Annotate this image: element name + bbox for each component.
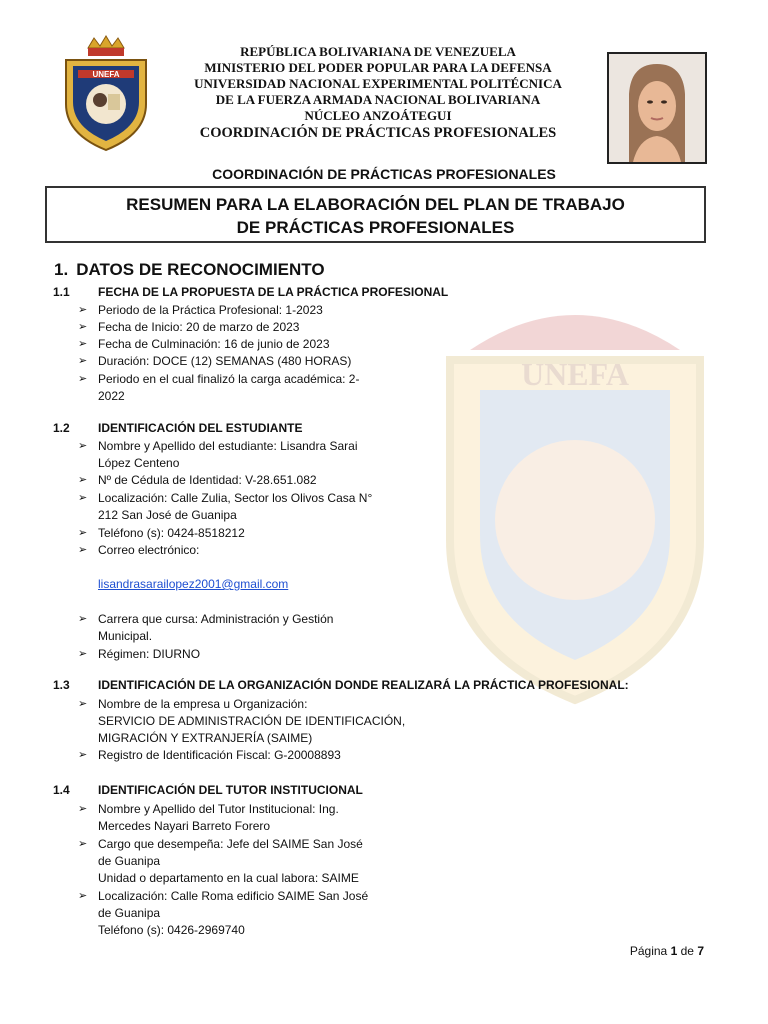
logo-text: UNEFA (92, 70, 120, 79)
section-1-number: 1. (54, 260, 69, 279)
bullet-arrow-icon: ➢ (78, 355, 88, 367)
header-line-3: UNIVERSIDAD NACIONAL EXPERIMENTAL POLITÉCNICA (194, 76, 562, 91)
list-item: ➢ Nombre y Apellido del Tutor Institucional: Ing. Mercedes Nayari Barreto Forero (78, 802, 339, 833)
header-line-5: NÚCLEO ANZOÁTEGUI (304, 108, 452, 123)
document-title-line-2: DE PRÁCTICAS PROFESIONALES (236, 218, 515, 237)
bullet-arrow-icon: ➢ (78, 527, 88, 539)
list-item: ➢ Régimen: DIURNO (78, 647, 201, 661)
section-1-title: DATOS DE RECONOCIMIENTO (76, 260, 325, 279)
list-item: ➢ Nombre de la empresa u Organización: SERVICIO DE ADMINISTRACIÓN DE IDENTIFICACIÓN, MIGRACIÓN Y EXTRANJERÍA (SAIME) (78, 697, 406, 745)
subsection-1-4-heading (53, 783, 363, 797)
bullet-arrow-icon: ➢ (78, 890, 88, 902)
subsection-1-4-number: 1.4 (53, 783, 70, 797)
subsection-1-2-number: 1.2 (53, 421, 70, 435)
svg-text:UNEFA: UNEFA (521, 356, 629, 392)
bullet-arrow-icon: ➢ (78, 613, 88, 625)
bullet-arrow-icon: ➢ (78, 648, 88, 660)
bullet-arrow-icon: ➢ (78, 304, 88, 316)
bullet-arrow-icon: ➢ (78, 544, 88, 556)
student-photo (607, 52, 707, 164)
bullet-arrow-icon: ➢ (78, 321, 88, 333)
bullet-arrow-icon: ➢ (78, 749, 88, 761)
page-number: Página 1 de 7 (629, 944, 704, 958)
list-item: ➢ Periodo en el cual finalizó la carga académica: 2-2022 (78, 372, 360, 403)
document-title-box (45, 186, 706, 243)
list-item: ➢ Localización: Calle Roma edificio SAIME San José de Guanipa Teléfono (s): 0426-2969740 (78, 889, 369, 937)
subsection-1-1-heading (53, 285, 448, 299)
subsection-1-2-title: IDENTIFICACIÓN DEL ESTUDIANTE (98, 421, 303, 435)
bullet-arrow-icon: ➢ (78, 373, 88, 385)
header-line-1: REPÚBLICA BOLIVARIANA DE VENEZUELA (240, 44, 516, 59)
subsection-1-3-heading (53, 678, 629, 692)
document-title-line-1: RESUMEN PARA LA ELABORACIÓN DEL PLAN DE TRABAJO (126, 195, 625, 214)
header-line-4: DE LA FUERZA ARMADA NACIONAL BOLIVARIANA (215, 92, 541, 107)
bullet-arrow-icon: ➢ (78, 338, 88, 350)
bullet-arrow-icon: ➢ (78, 838, 88, 850)
list-item: ➢ Fecha de Inicio: 20 de marzo de 2023 (78, 320, 300, 334)
list-item: ➢ Periodo de la Práctica Profesional: 1-2023 (78, 303, 323, 317)
coordination-heading: COORDINACIÓN DE PRÁCTICAS PROFESIONALES (212, 166, 556, 182)
bullet-arrow-icon: ➢ (78, 440, 88, 452)
subsection-1-2-heading (53, 421, 302, 435)
list-item: ➢ Duración: DOCE (12) SEMANAS (480 HORAS) (78, 354, 352, 368)
list-item: ➢ Nombre y Apellido del estudiante: Lisandra Sarai López Centeno (78, 439, 358, 470)
bullet-arrow-icon: ➢ (78, 474, 88, 486)
bullet-arrow-icon: ➢ (78, 698, 88, 710)
list-item: ➢ Carrera que cursa: Administración y Gestión Municipal. (78, 612, 334, 643)
list-item: ➢ Correo electrónico: (78, 543, 200, 557)
list-item: ➢ Fecha de Culminación: 16 de junio de 2023 (78, 337, 330, 351)
watermark-crest (410, 290, 740, 710)
subsection-1-1-title: FECHA DE LA PROPUESTA DE LA PRÁCTICA PROFESIONAL (98, 285, 449, 299)
subsection-1-3-title: IDENTIFICACIÓN DE LA ORGANIZACIÓN DONDE REALIZARÁ LA PRÁCTICA PROFESIONAL: (98, 678, 629, 692)
list-item: ➢ Registro de Identificación Fiscal: G-20008893 (78, 748, 341, 762)
student-email-link[interactable]: lisandrasarailopez2001@gmail.com (98, 577, 289, 591)
section-1-heading (54, 260, 325, 280)
list-item: ➢ Nº de Cédula de Identidad: V-28.651.082 (78, 473, 317, 487)
subsection-1-4-title: IDENTIFICACIÓN DEL TUTOR INSTITUCIONAL (98, 783, 363, 797)
list-item: ➢ Teléfono (s): 0424-8518212 (78, 526, 245, 540)
header-line-2: MINISTERIO DEL PODER POPULAR PARA LA DEFENSA (204, 60, 552, 75)
institution-header (170, 44, 586, 142)
header-line-6: COORDINACIÓN DE PRÁCTICAS PROFESIONALES (199, 125, 557, 141)
bullet-arrow-icon: ➢ (78, 803, 88, 815)
unefa-logo (58, 34, 154, 152)
list-item: ➢ Localización: Calle Zulia, Sector los Olivos Casa N° 212 San José de Guanipa (78, 491, 373, 522)
subsection-1-1-number: 1.1 (53, 285, 70, 299)
bullet-arrow-icon: ➢ (78, 492, 88, 504)
subsection-1-3-number: 1.3 (53, 678, 70, 692)
list-item: ➢ Cargo que desempeña: Jefe del SAIME San José de Guanipa Unidad o departamento en la cual labora: SAIME (78, 837, 363, 885)
